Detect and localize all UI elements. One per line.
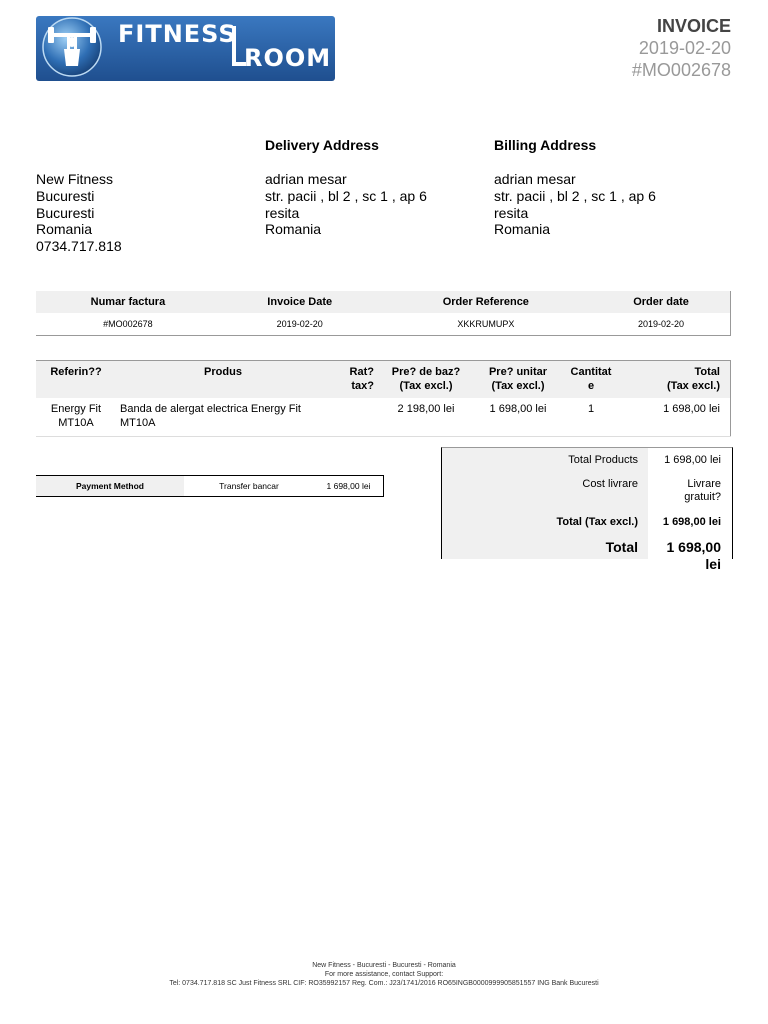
header-text: Total xyxy=(694,366,720,378)
table-cell: 2019-02-20 xyxy=(220,313,380,336)
logo-text-fitness: FITNESS xyxy=(118,20,237,48)
table-cell: 2019-02-20 xyxy=(592,313,730,336)
header-text: Referin?? xyxy=(50,366,102,378)
product-unit-price: 1 698,00 lei xyxy=(474,398,562,437)
invoice-title: INVOICE xyxy=(656,16,731,36)
column-header-base-price xyxy=(378,361,474,399)
shop-address-line: Romania xyxy=(36,221,93,238)
shop-address-line: New Fitness xyxy=(36,171,114,187)
column-header-unit-price xyxy=(474,361,562,399)
table-header: Invoice Date xyxy=(220,291,380,313)
invoice-info-table xyxy=(36,291,731,336)
logo xyxy=(36,16,335,81)
billing-address-line: adrian mesar xyxy=(494,171,576,187)
totals-box xyxy=(441,447,733,572)
table-header: Order Reference xyxy=(380,291,593,313)
header-text: Cantitat xyxy=(570,366,612,378)
total-tax-excl-value: 1 698,00 lei xyxy=(648,511,732,535)
billing-address-line: resita xyxy=(494,204,529,221)
payment-amount: 1 698,00 lei xyxy=(326,481,371,491)
cell-text: MT10A xyxy=(120,416,156,429)
table-row xyxy=(36,313,731,336)
footer-address: New Fitness - Bucuresti - Bucuresti - Romania xyxy=(312,962,456,969)
product-total: 1 698,00 lei xyxy=(620,398,731,437)
header-text: (Tax excl.) xyxy=(399,379,453,392)
table-cell: XKKRUMUPX xyxy=(380,313,593,336)
payment-table xyxy=(36,475,384,497)
shop-address xyxy=(36,171,122,255)
delivery-address-line: resita xyxy=(265,204,300,221)
delivery-address-heading: Delivery Address xyxy=(265,137,379,153)
header-text: Pre? unitar xyxy=(488,366,548,378)
table-row xyxy=(442,534,732,573)
header-text: Pre? de baz? xyxy=(391,366,461,378)
billing-address-heading: Billing Address xyxy=(494,137,597,153)
header-text: Produs xyxy=(204,366,242,378)
cell-text: MT10A xyxy=(58,416,94,429)
cell-text: Livrare xyxy=(687,477,721,490)
product-tax-rate xyxy=(330,398,378,437)
delivery-address-line: Romania xyxy=(265,221,322,238)
table-row xyxy=(36,398,731,437)
invoice-number: #MO002678 xyxy=(631,60,731,80)
table-header: Numar factura xyxy=(36,291,220,313)
delivery-address xyxy=(265,171,427,238)
table-cell: #MO002678 xyxy=(36,313,220,336)
product-quantity: 1 xyxy=(562,398,620,437)
total-products-value: 1 698,00 lei xyxy=(648,448,732,473)
payment-method-label: Payment Method xyxy=(36,476,184,497)
header-text: tax? xyxy=(351,379,374,392)
billing-address-line: Romania xyxy=(494,221,551,238)
column-header-total xyxy=(620,361,731,399)
header-text: (Tax excl.) xyxy=(491,379,545,392)
shipping-cost-value xyxy=(648,473,732,511)
footer-support: For more assistance, contact Support: xyxy=(324,971,444,978)
shop-phone: 0734.717.818 xyxy=(36,238,122,255)
cell-text: Banda de alergat electrica Energy Fit xyxy=(120,403,301,415)
table-row xyxy=(442,511,732,535)
grand-total-value: 1 698,00 lei xyxy=(648,534,732,573)
header-text: Rat? xyxy=(349,366,374,378)
billing-address xyxy=(494,171,656,238)
shipping-cost-label: Cost livrare xyxy=(582,477,638,490)
total-tax-excl-label: Total (Tax excl.) xyxy=(556,515,638,528)
column-header-tax-rate xyxy=(330,361,378,399)
shop-address-line: Bucuresti xyxy=(36,204,95,221)
cell-text: Energy Fit xyxy=(50,403,102,415)
payment-method-value: Transfer bancar xyxy=(219,481,279,491)
table-row xyxy=(442,448,732,473)
invoice-date: 2019-02-20 xyxy=(638,38,731,58)
table-row xyxy=(36,476,384,497)
cell-text: gratuit? xyxy=(684,491,721,503)
table-row xyxy=(442,473,732,511)
header-text: e xyxy=(587,379,595,392)
header-text: (Tax excl.) xyxy=(667,379,720,392)
shop-address-line: Bucuresti xyxy=(36,187,95,204)
table-header: Order date xyxy=(592,291,730,313)
column-header-product xyxy=(116,361,330,399)
footer-company-info: Tel: 0734.717.818 SC Just Fitness SRL CIF: RO35992157 Reg. Com.: J23/1741/2016 RO65INGB0000999905851557 ING Bank Bucuresti xyxy=(169,980,599,987)
delivery-address-line: adrian mesar xyxy=(265,171,347,187)
delivery-address-line: str. pacii , bl 2 , sc 1 , ap 6 xyxy=(265,187,427,204)
product-name xyxy=(116,398,330,437)
total-products-label: Total Products xyxy=(568,454,638,466)
products-table xyxy=(36,360,731,437)
billing-address-line: str. pacii , bl 2 , sc 1 , ap 6 xyxy=(494,187,656,204)
product-base-price: 2 198,00 lei xyxy=(378,398,474,437)
product-reference xyxy=(36,398,116,437)
grand-total-label: Total xyxy=(605,539,638,555)
logo-text-room: ROOM xyxy=(244,44,332,72)
column-header-quantity xyxy=(562,361,620,399)
column-header-reference xyxy=(36,361,116,399)
